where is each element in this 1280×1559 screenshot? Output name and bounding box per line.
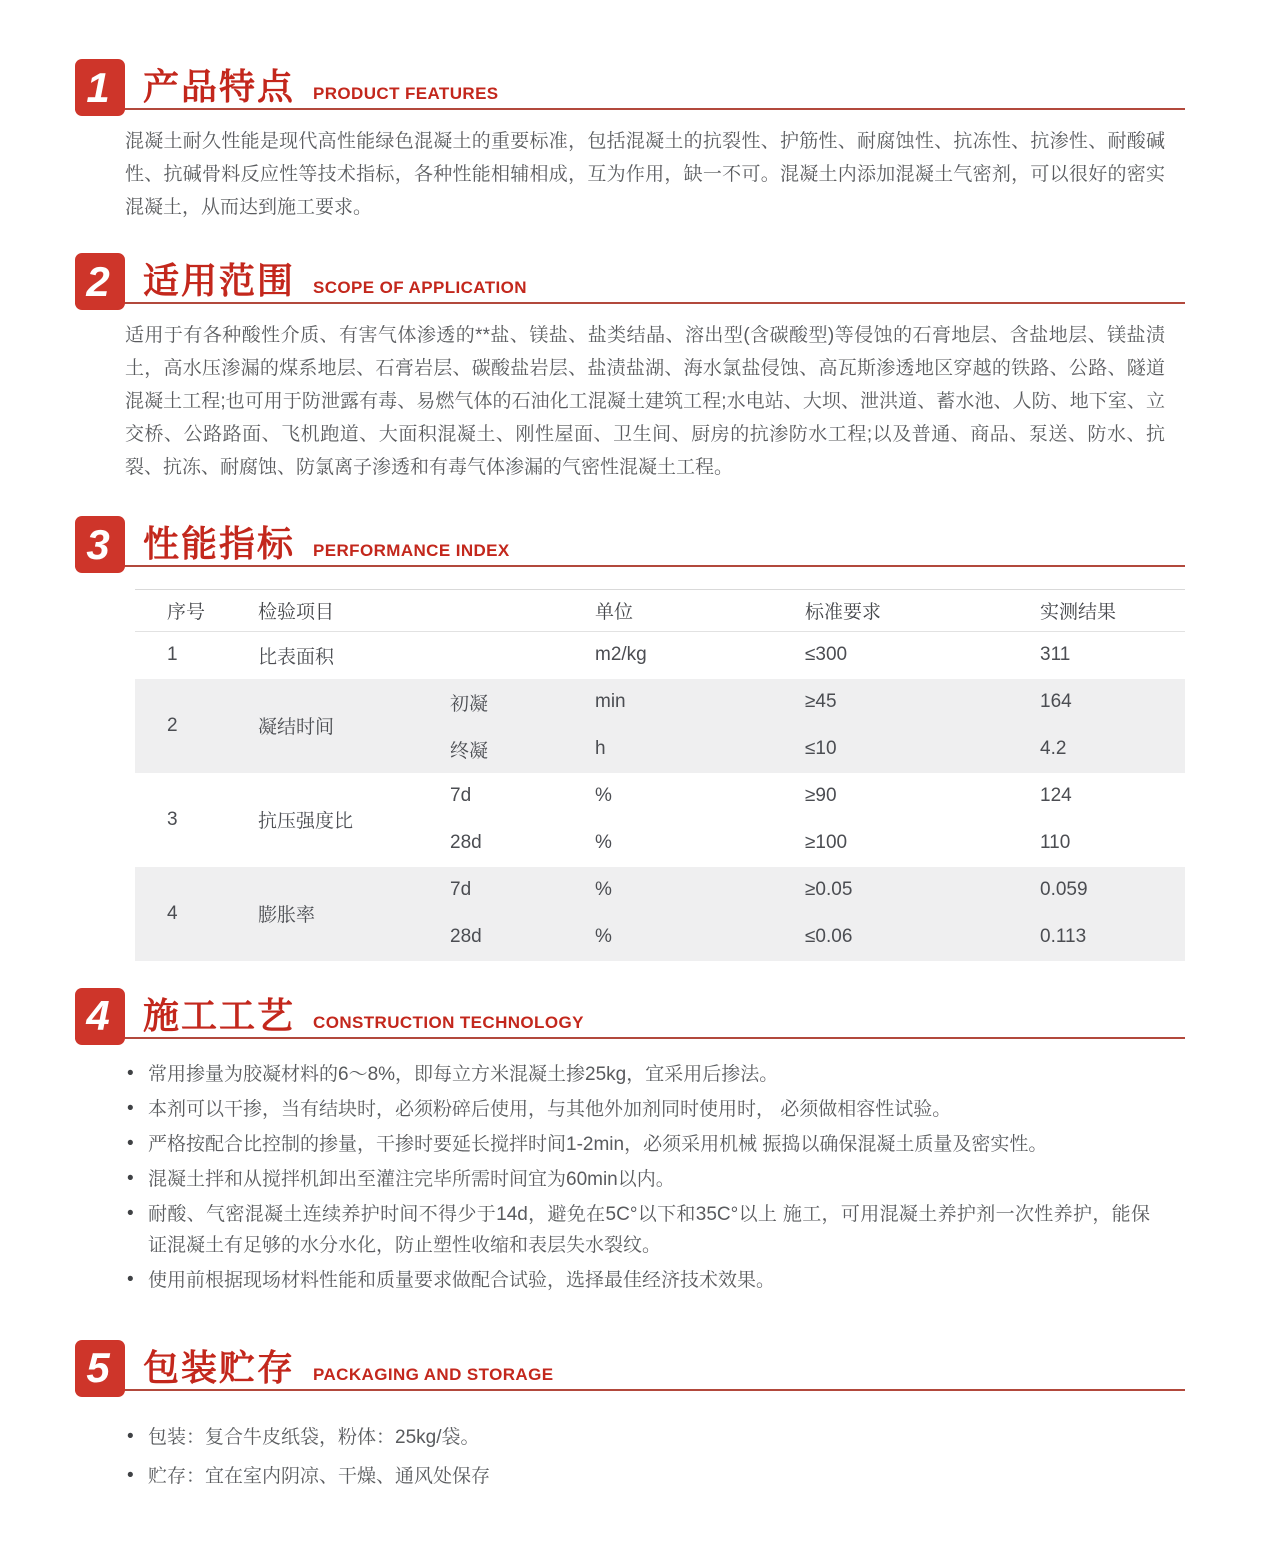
section-1-number: 1 [86,63,110,111]
section-construction-technology [75,982,1185,1296]
section-2-header [75,247,1185,304]
section-3-header [75,510,1185,567]
table-cell-standard: ≤10 [775,726,1010,773]
section-5-header [75,1334,1185,1391]
table-cell-sub [415,632,565,679]
section-4-title-zh: 施工工艺 [143,994,296,1036]
table-cell-result: 311 [1040,644,1071,666]
section-2-number: 2 [86,257,110,305]
table-cell-result: 0.113 [1010,914,1185,961]
section-4-number: 4 [86,992,110,1039]
performance-table-head [135,590,1185,632]
bullet-item: • 本剂可以干掺，当有结块时，必须粉碎后使用，与其他外加剂同时使用时， 必须做相容性试验。 [125,1094,1150,1125]
table-cell-unit: % [595,832,612,853]
section-1-number-badge [75,59,125,116]
section-scope-of-application [75,247,1185,484]
section-2-paragraph: 适用于有各种酸性介质、有害气体渗透的**盐、镁盐、盐类结晶、溶出型(含碳酸型)等侵蚀的石膏地层、含盐地层、镁盐渍土，高水压渗漏的煤系地层、石膏岩层、碳酸盐岩层、盐渍盐湖、海水氯盐侵蚀、高瓦斯渗透地区穿越的铁路、公路、隧道混凝土工程;也可用于防泄露有毒、易燃气体的石油化工混凝土建筑工程;水电站、大坝、泄洪道、蓄水池、人防、地下室、立交桥、公路路面、飞机跑道、大面积混凝土、刚性屋面、卫生间、厨房的抗渗防水工程;以及普通、商品、泵送、防水、抗裂、抗冻、耐腐蚀、防氯离子渗透和有毒气体渗漏的气密性混凝土工程。 [125,325,1165,478]
bullet-item: • 常用掺量为胶凝材料的6～8%，即每立方米混凝土掺25kg，宜采用后掺法。 [125,1059,1150,1090]
section-3-number: 3 [86,520,110,568]
table-cell-standard: ≥100 [805,832,848,853]
table-cell-sub: 初凝 [415,679,565,726]
section-5-number: 5 [86,1344,110,1391]
table-cell-sub: 7d [450,785,472,806]
table-cell-no: 3 [167,808,178,830]
table-cell-standard: ≤300 [805,644,848,666]
table-cell-result: 164 [1010,679,1185,726]
section-performance-index [75,510,1185,961]
table-row-setting-time-initial [135,679,1185,726]
table-cell-result: 4.2 [1010,726,1185,773]
table-header-result: 实测结果 [1010,590,1185,632]
section-2-title-en: SCOPE OF APPLICATION [313,278,527,297]
performance-table [135,589,1185,961]
table-row-surface-area [135,632,1185,679]
bullet-item: • 包装：复合牛皮纸袋，粉体：25kg/袋。 [125,1421,1150,1455]
table-header-unit: 单位 [565,590,775,632]
bullet-item: • 耐酸、气密混凝土连续养护时间不得少于14d，避免在5C°以下和35C°以上 施工，可用混凝土养护剂一次性养护，能保证混凝土有足够的水分水化，防止塑性收缩和表层失水裂纹。 [125,1199,1150,1261]
section-packaging-and-storage [75,1334,1185,1494]
section-1-paragraph: 混凝土耐久性能是现代高性能绿色混凝土的重要标准，包括混凝土的抗裂性、护筋性、耐腐蚀性、抗冻性、抗渗性、耐酸碱性、抗碱骨料反应性等技术指标，各种性能相辅相成，互为作用，缺一不可。混凝土内添加混凝土气密剂，可以很好的密实混凝土，从而达到施工要求。 [125,131,1165,218]
table-cell-no: 2 [135,679,230,773]
table-cell-sub: 28d [450,832,482,853]
table-cell-result: 124 [1040,785,1072,806]
table-cell-item: 膨胀率 [230,867,415,961]
table-cell-unit: % [565,867,775,914]
table-cell-sub: 28d [415,914,565,961]
section-3-title-en: PERFORMANCE INDEX [313,541,510,560]
bullet-item: • 严格按配合比控制的掺量，干掺时要延长搅拌时间1-2min，必须采用机械 振捣以确保混凝土质量及密实性。 [125,1129,1150,1160]
table-cell-unit: % [565,914,775,961]
table-cell-item: 凝结时间 [230,679,415,773]
table-cell-unit: min [565,679,775,726]
section-4-number-badge [75,988,125,1045]
packaging-bullet-list [125,1421,1150,1494]
table-cell-unit: h [565,726,775,773]
bullet-item: • 贮存：宜在室内阴凉、干燥、通风处保存 [125,1460,1150,1494]
table-cell-item: 抗压强度比 [258,811,354,832]
table-cell-no: 1 [167,644,178,666]
table-cell-no: 4 [135,867,230,961]
table-header-row [135,590,1185,632]
section-product-features [75,53,1185,224]
section-5-title-en: PACKAGING AND STORAGE [313,1364,554,1384]
section-5-number-badge [75,1340,125,1397]
bullet-item: • 混凝土拌和从搅拌机卸出至灌注完毕所需时间宜为60min以内。 [125,1164,1150,1195]
table-cell-standard: ≤0.06 [775,914,1010,961]
table-cell-standard: ≥0.05 [775,867,1010,914]
table-header-seq: 序号 [135,590,230,632]
section-2-title-zh: 适用范围 [143,260,296,301]
section-1-title-zh: 产品特点 [143,66,296,107]
table-cell-sub: 7d [415,867,565,914]
section-1-title-en: PRODUCT FEATURES [313,84,499,103]
bullet-item: • 使用前根据现场材料性能和质量要求做配合试验，选择最佳经济技术效果。 [125,1265,1150,1296]
table-header-standard: 标准要求 [775,590,1010,632]
table-cell-result: 110 [1040,832,1071,853]
table-cell-sub: 终凝 [415,726,565,773]
table-cell-standard: ≥90 [805,785,837,806]
table-cell-result: 0.059 [1010,867,1185,914]
performance-table-body [135,632,1185,961]
table-cell-unit: % [595,785,612,806]
table-cell-unit: m2/kg [595,644,647,666]
section-4-header [75,982,1185,1039]
section-1-header [75,53,1185,110]
construction-bullet-list [125,1059,1150,1296]
table-row-compressive-7d [135,773,1185,820]
table-header-item: 检验项目 [230,590,415,632]
section-3-number-badge [75,516,125,573]
section-5-title-zh: 包装贮存 [143,1346,296,1388]
section-3-title-zh: 性能指标 [143,523,296,564]
section-2-number-badge [75,253,125,310]
table-header-subitem [415,590,565,632]
table-cell-item: 比表面积 [258,646,335,668]
section-4-title-en: CONSTRUCTION TECHNOLOGY [313,1012,584,1032]
table-row-expansion-7d [135,867,1185,914]
table-cell-standard: ≥45 [775,679,1010,726]
